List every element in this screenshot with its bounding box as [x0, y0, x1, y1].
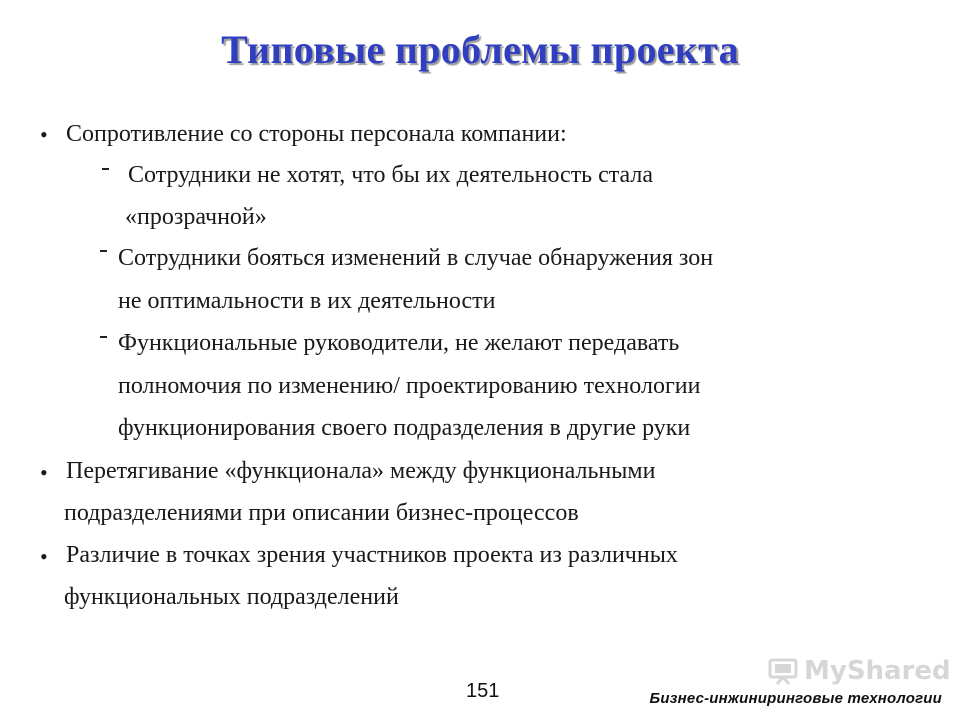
bullet-3-line-2: функциональных подразделений	[64, 584, 399, 610]
sub-item-2-line-2: не оптимальности в их деятельности	[118, 288, 496, 314]
bullet-2-line-2: подразделениями при описании бизнес-процессов	[64, 500, 579, 526]
bullet-1-line-1: Сопротивление со стороны персонала компании:	[66, 121, 567, 147]
sub-item-3-dash	[100, 336, 107, 338]
sub-item-1-line-1: Сотрудники не хотят, что бы их деятельность стала	[128, 162, 654, 188]
footer-text: Бизнес-инжиниринговые технологии	[649, 690, 942, 707]
bullet-2-marker: •	[40, 460, 48, 485]
sub-item-2-dash	[100, 250, 107, 252]
bullet-3-line-1: Различие в точках зрения участников проекта из различных	[66, 542, 678, 568]
slide-title: Типовые проблемы проекта	[221, 27, 739, 72]
sub-item-3-line-2: полномочия по изменению/ проектированию технологии	[118, 373, 701, 399]
sub-item-1-dash	[102, 168, 109, 170]
bullet-2-line-1: Перетягивание «функционала» между функциональными	[66, 458, 656, 484]
watermark-text: MyShared	[804, 656, 951, 686]
sub-item-1-line-2: «прозрачной»	[125, 204, 267, 230]
sub-item-2-line-1: Сотрудники бояться изменений в случае обнаружения зон	[118, 245, 714, 271]
myshared-watermark	[768, 656, 951, 686]
sub-item-3-line-3: функционирования своего подразделения в другие руки	[118, 415, 691, 441]
presentation-board-icon	[768, 656, 798, 686]
page-number: 151	[466, 680, 500, 702]
bullet-3-marker: •	[40, 544, 48, 569]
sub-item-3-line-1: Функциональные руководители, не желают передавать	[118, 330, 680, 356]
bullet-1-marker: •	[40, 122, 48, 147]
